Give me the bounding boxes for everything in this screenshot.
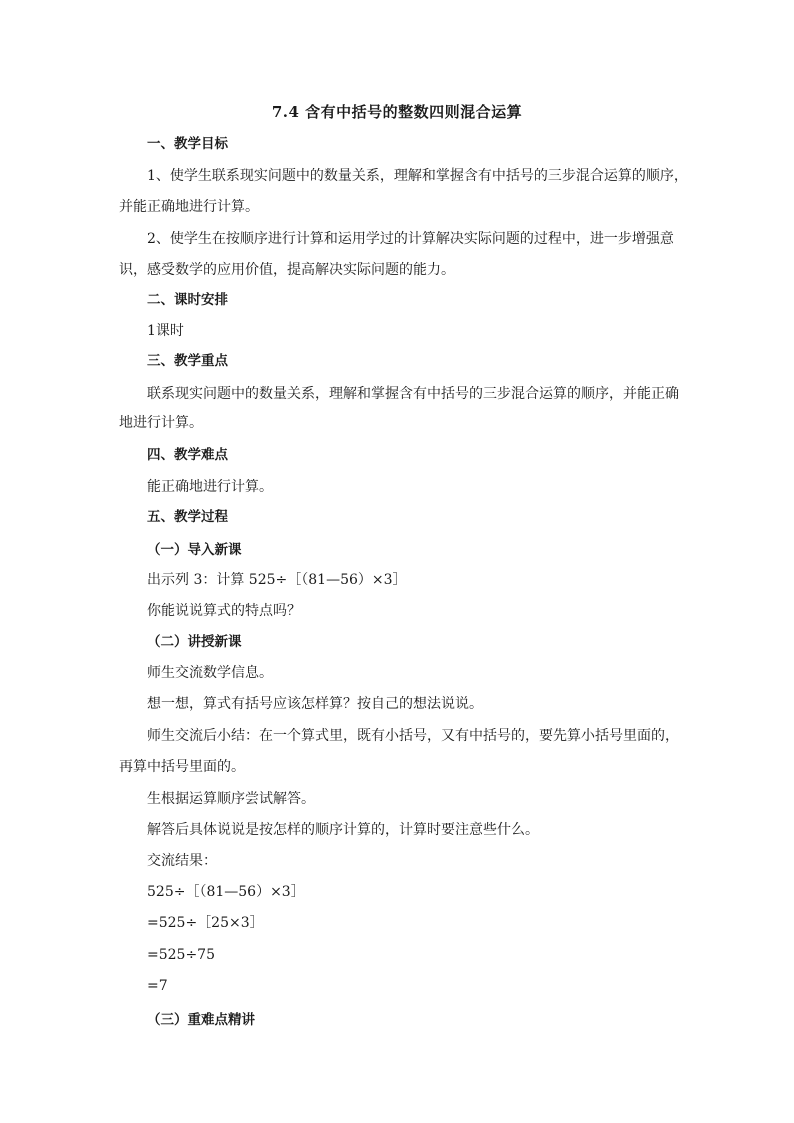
new-lesson-line3a: 师生交流后小结：在一个算式里，既有小括号，又有中括号的，要先算小括号里面的， [147,728,679,744]
heading-intro: （一）导入新课 [147,542,242,558]
heading-new-lesson: （二）讲授新课 [147,634,242,650]
intro-line2: 你能说说算式的特点吗？ [147,603,301,619]
calc-step4: =7 [147,978,168,994]
heading-lesson-schedule: 二、课时安排 [147,292,228,308]
heading-key-explanation: （三）重难点精讲 [147,1012,255,1028]
heading-teaching-process: 五、教学过程 [147,509,228,525]
new-lesson-line6: 交流结果： [147,853,217,869]
heading-difficulties: 四、教学难点 [147,447,228,463]
goal2-line1: 2、使学生在按顺序进行计算和运用学过的计算解决实际问题的过程中，进一步增强意 [147,231,674,247]
key-points-line1: 联系现实问题中的数量关系，理解和掌握含有中括号的三步混合运算的顺序，并能正确 [147,386,679,402]
key-points-line2: 地进行计算。 [119,415,203,431]
goal2-line2: 识，感受数学的应用价值，提高解决实际问题的能力。 [119,262,455,278]
lesson-count: 1课时 [147,323,184,339]
calc-step2: =525÷［25×3］ [147,915,264,931]
intro-line1: 出示列 3：计算 525÷［（81—56）×3］ [147,572,407,588]
heading-teaching-goals: 一、教学目标 [147,136,228,152]
new-lesson-line3b: 再算中括号里面的。 [119,759,245,775]
goal1-line1: 1、使学生联系现实问题中的数量关系，理解和掌握含有中括号的三步混合运算的顺序， [147,168,688,184]
document-title: 7.4 含有中括号的整数四则混合运算 [271,103,523,121]
goal1-line2: 并能正确地进行计算。 [119,199,259,215]
calc-step1: 525÷［（81—56）×3］ [147,884,305,900]
calc-step3: =525÷75 [147,947,215,963]
new-lesson-line2: 想一想，算式有括号应该怎样算？按自己的想法说说。 [147,696,483,712]
heading-key-points: 三、教学重点 [147,353,228,369]
difficulties-text: 能正确地进行计算。 [147,479,273,495]
new-lesson-line5: 解答后具体说说是按怎样的顺序计算的，计算时要注意些什么。 [147,822,539,838]
new-lesson-line4: 生根据运算顺序尝试解答。 [147,791,315,807]
new-lesson-line1: 师生交流数学信息。 [147,665,273,681]
